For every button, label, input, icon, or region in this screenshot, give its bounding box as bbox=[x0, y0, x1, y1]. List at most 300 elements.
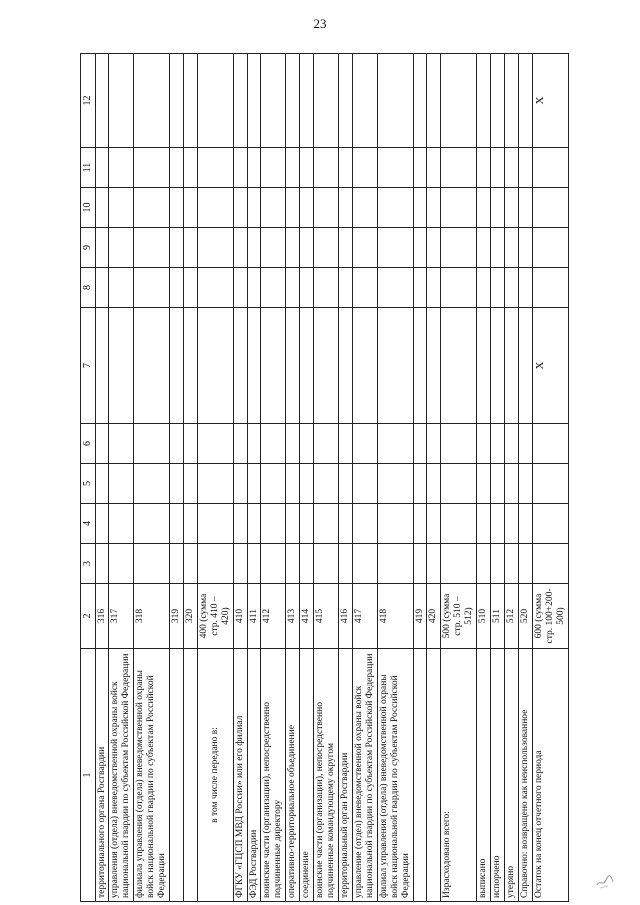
empty-cell bbox=[134, 228, 170, 268]
empty-cell bbox=[300, 544, 314, 584]
empty-cell bbox=[477, 464, 491, 504]
row-code: 319 bbox=[170, 584, 184, 649]
cell-col12: X bbox=[532, 54, 568, 148]
empty-cell bbox=[197, 268, 233, 308]
empty-cell bbox=[518, 504, 532, 544]
empty-cell bbox=[518, 148, 532, 188]
empty-cell bbox=[427, 268, 441, 308]
row-label: ФЭД Росгвардии bbox=[247, 649, 261, 902]
empty-cell bbox=[505, 544, 519, 584]
empty-cell bbox=[134, 464, 170, 504]
empty-cell bbox=[95, 268, 109, 308]
empty-cell bbox=[491, 188, 505, 228]
cell-col7 bbox=[377, 308, 413, 424]
table-row bbox=[477, 54, 491, 902]
empty-cell bbox=[134, 544, 170, 584]
empty-cell bbox=[377, 424, 413, 464]
row-label: территориального органа Росгвардии bbox=[95, 649, 109, 902]
empty-cell bbox=[532, 544, 568, 584]
empty-cell bbox=[300, 188, 314, 228]
empty-cell bbox=[413, 228, 427, 268]
empty-cell bbox=[247, 148, 261, 188]
empty-cell bbox=[339, 228, 353, 268]
empty-cell bbox=[247, 544, 261, 584]
empty-cell bbox=[286, 464, 300, 504]
empty-cell bbox=[339, 504, 353, 544]
empty-cell bbox=[95, 188, 109, 228]
cell-col7 bbox=[183, 308, 197, 424]
cell-col12 bbox=[413, 54, 427, 148]
empty-cell bbox=[413, 424, 427, 464]
empty-cell bbox=[491, 268, 505, 308]
table-row bbox=[518, 54, 532, 902]
empty-cell bbox=[197, 464, 233, 504]
empty-cell bbox=[109, 504, 134, 544]
empty-cell bbox=[505, 464, 519, 504]
empty-cell bbox=[197, 148, 233, 188]
empty-cell bbox=[109, 148, 134, 188]
empty-cell bbox=[183, 424, 197, 464]
empty-cell bbox=[427, 424, 441, 464]
empty-cell bbox=[247, 268, 261, 308]
cell-col7 bbox=[477, 308, 491, 424]
cell-col12 bbox=[427, 54, 441, 148]
column-header-12: 12 bbox=[81, 54, 96, 148]
empty-cell bbox=[261, 268, 286, 308]
row-code: 416 bbox=[339, 584, 353, 649]
empty-cell bbox=[413, 464, 427, 504]
cell-col7 bbox=[286, 308, 300, 424]
empty-cell bbox=[518, 464, 532, 504]
table-row bbox=[247, 54, 261, 902]
table-row bbox=[491, 54, 505, 902]
empty-cell bbox=[109, 188, 134, 228]
empty-cell bbox=[197, 544, 233, 584]
column-header-11: 11 bbox=[81, 148, 96, 188]
empty-cell bbox=[339, 544, 353, 584]
cell-col12 bbox=[247, 54, 261, 148]
row-code: 415 bbox=[314, 584, 339, 649]
row-code: 410 bbox=[233, 584, 247, 649]
empty-cell bbox=[491, 464, 505, 504]
cell-col12 bbox=[352, 54, 377, 148]
empty-cell bbox=[183, 464, 197, 504]
row-label: оперативно-территориальное объединение bbox=[286, 649, 300, 902]
empty-cell bbox=[170, 188, 184, 228]
empty-cell bbox=[261, 464, 286, 504]
empty-cell bbox=[441, 188, 477, 228]
empty-cell bbox=[233, 228, 247, 268]
empty-cell bbox=[377, 228, 413, 268]
empty-cell bbox=[427, 544, 441, 584]
column-header-6: 6 bbox=[81, 424, 96, 464]
empty-cell bbox=[183, 148, 197, 188]
row-code: 412 bbox=[261, 584, 286, 649]
row-code: 500 (сумма стр. 510 – 512) bbox=[441, 584, 477, 649]
row-label: территориальный орган Росгвардии bbox=[339, 649, 353, 902]
empty-cell bbox=[261, 228, 286, 268]
empty-cell bbox=[314, 228, 339, 268]
empty-cell bbox=[491, 544, 505, 584]
empty-cell bbox=[261, 188, 286, 228]
row-code: 320 bbox=[183, 584, 197, 649]
cell-col12 bbox=[183, 54, 197, 148]
row-label: Израсходовано всего: bbox=[441, 649, 477, 902]
cell-col12 bbox=[261, 54, 286, 148]
empty-cell bbox=[427, 464, 441, 504]
empty-cell bbox=[314, 188, 339, 228]
empty-cell bbox=[95, 544, 109, 584]
empty-cell bbox=[95, 148, 109, 188]
table-row bbox=[261, 54, 286, 902]
empty-cell bbox=[352, 544, 377, 584]
cell-col7: X bbox=[532, 308, 568, 424]
empty-cell bbox=[183, 544, 197, 584]
cell-col12 bbox=[286, 54, 300, 148]
cell-col7 bbox=[95, 308, 109, 424]
empty-cell bbox=[233, 464, 247, 504]
empty-cell bbox=[505, 424, 519, 464]
row-label bbox=[183, 649, 197, 902]
empty-cell bbox=[286, 544, 300, 584]
empty-cell bbox=[339, 268, 353, 308]
empty-cell bbox=[233, 188, 247, 228]
row-label: ФГКУ «ГЦСП МВД России» или его филиал bbox=[233, 649, 247, 902]
column-header-2: 2 bbox=[81, 584, 96, 649]
row-code: 418 bbox=[377, 584, 413, 649]
column-header-8: 8 bbox=[81, 268, 96, 308]
cell-col7 bbox=[314, 308, 339, 424]
cell-col7 bbox=[413, 308, 427, 424]
empty-cell bbox=[109, 268, 134, 308]
empty-cell bbox=[233, 504, 247, 544]
empty-cell bbox=[518, 544, 532, 584]
cell-col12 bbox=[233, 54, 247, 148]
cell-col7 bbox=[134, 308, 170, 424]
empty-cell bbox=[441, 228, 477, 268]
empty-cell bbox=[413, 188, 427, 228]
empty-cell bbox=[518, 268, 532, 308]
empty-cell bbox=[352, 504, 377, 544]
table-row bbox=[286, 54, 300, 902]
row-label: управления (отдела) вневедомственной охраны войск национальной гвардии по субъектам Российской Федерации bbox=[109, 649, 134, 902]
empty-cell bbox=[532, 228, 568, 268]
empty-cell bbox=[477, 424, 491, 464]
empty-cell bbox=[477, 228, 491, 268]
empty-cell bbox=[427, 148, 441, 188]
table-row bbox=[233, 54, 247, 902]
row-code: 520 bbox=[518, 584, 532, 649]
column-header-7: 7 bbox=[81, 308, 96, 424]
empty-cell bbox=[352, 188, 377, 228]
empty-cell bbox=[352, 228, 377, 268]
table-row bbox=[109, 54, 134, 902]
row-code: 411 bbox=[247, 584, 261, 649]
empty-cell bbox=[377, 188, 413, 228]
empty-cell bbox=[134, 188, 170, 228]
empty-cell bbox=[413, 268, 427, 308]
empty-cell bbox=[95, 228, 109, 268]
table-row bbox=[532, 54, 568, 902]
empty-cell bbox=[170, 504, 184, 544]
empty-cell bbox=[413, 544, 427, 584]
empty-cell bbox=[170, 228, 184, 268]
empty-cell bbox=[95, 424, 109, 464]
empty-cell bbox=[532, 188, 568, 228]
empty-cell bbox=[491, 228, 505, 268]
empty-cell bbox=[286, 504, 300, 544]
row-label: воинские части (организации), непосредственно подчиненные директору bbox=[261, 649, 286, 902]
empty-cell bbox=[247, 188, 261, 228]
empty-cell bbox=[286, 268, 300, 308]
cell-col12 bbox=[491, 54, 505, 148]
row-label: Остаток на конец отчетного периода bbox=[532, 649, 568, 902]
empty-cell bbox=[197, 188, 233, 228]
empty-cell bbox=[300, 464, 314, 504]
empty-cell bbox=[109, 464, 134, 504]
table-row bbox=[352, 54, 377, 902]
empty-cell bbox=[377, 464, 413, 504]
empty-cell bbox=[183, 504, 197, 544]
empty-cell bbox=[532, 424, 568, 464]
ledger-table bbox=[80, 53, 569, 902]
empty-cell bbox=[352, 268, 377, 308]
empty-cell bbox=[352, 464, 377, 504]
empty-cell bbox=[491, 424, 505, 464]
empty-cell bbox=[300, 268, 314, 308]
empty-cell bbox=[109, 544, 134, 584]
cell-col7 bbox=[170, 308, 184, 424]
empty-cell bbox=[261, 504, 286, 544]
empty-cell bbox=[197, 424, 233, 464]
empty-cell bbox=[233, 268, 247, 308]
cell-col7 bbox=[109, 308, 134, 424]
empty-cell bbox=[339, 464, 353, 504]
cell-col12 bbox=[109, 54, 134, 148]
row-label: филиала управления (отдела) вневедомственной охраны войск национальной гвардии по субъектам Российской Федерации bbox=[134, 649, 170, 902]
empty-cell bbox=[314, 464, 339, 504]
empty-cell bbox=[352, 148, 377, 188]
empty-cell bbox=[491, 148, 505, 188]
empty-cell bbox=[505, 228, 519, 268]
empty-cell bbox=[314, 424, 339, 464]
cell-col12 bbox=[314, 54, 339, 148]
empty-cell bbox=[109, 228, 134, 268]
cell-col7 bbox=[441, 308, 477, 424]
row-code: 414 bbox=[300, 584, 314, 649]
empty-cell bbox=[377, 148, 413, 188]
empty-cell bbox=[441, 148, 477, 188]
empty-cell bbox=[170, 544, 184, 584]
empty-cell bbox=[477, 148, 491, 188]
empty-cell bbox=[134, 424, 170, 464]
empty-cell bbox=[518, 424, 532, 464]
empty-cell bbox=[532, 268, 568, 308]
table-row bbox=[441, 54, 477, 902]
empty-cell bbox=[247, 464, 261, 504]
empty-cell bbox=[441, 544, 477, 584]
empty-cell bbox=[197, 504, 233, 544]
empty-cell bbox=[339, 188, 353, 228]
empty-cell bbox=[247, 424, 261, 464]
cell-col7 bbox=[247, 308, 261, 424]
row-code: 510 bbox=[477, 584, 491, 649]
column-header-3: 3 bbox=[81, 544, 96, 584]
empty-cell bbox=[427, 504, 441, 544]
empty-cell bbox=[286, 424, 300, 464]
column-header-4: 4 bbox=[81, 504, 96, 544]
row-label: соединение bbox=[300, 649, 314, 902]
empty-cell bbox=[441, 464, 477, 504]
ledger-body bbox=[95, 54, 568, 902]
row-code: 512 bbox=[505, 584, 519, 649]
empty-cell bbox=[441, 504, 477, 544]
row-code: 318 bbox=[134, 584, 170, 649]
column-header-1: 1 bbox=[81, 649, 96, 902]
empty-cell bbox=[247, 228, 261, 268]
cell-col12 bbox=[441, 54, 477, 148]
empty-cell bbox=[170, 268, 184, 308]
column-header-10: 10 bbox=[81, 188, 96, 228]
column-header-5: 5 bbox=[81, 464, 96, 504]
row-label bbox=[413, 649, 427, 902]
header-row bbox=[81, 54, 96, 902]
table-row bbox=[170, 54, 184, 902]
empty-cell bbox=[95, 504, 109, 544]
empty-cell bbox=[377, 504, 413, 544]
empty-cell bbox=[377, 544, 413, 584]
cell-col7 bbox=[261, 308, 286, 424]
column-header-9: 9 bbox=[81, 228, 96, 268]
empty-cell bbox=[532, 464, 568, 504]
empty-cell bbox=[441, 268, 477, 308]
empty-cell bbox=[233, 424, 247, 464]
empty-cell bbox=[339, 148, 353, 188]
empty-cell bbox=[286, 148, 300, 188]
empty-cell bbox=[352, 424, 377, 464]
cell-col7 bbox=[491, 308, 505, 424]
row-code: 600 (сумма стр. 100+200-500) bbox=[532, 584, 568, 649]
empty-cell bbox=[183, 268, 197, 308]
empty-cell bbox=[300, 424, 314, 464]
cell-col7 bbox=[339, 308, 353, 424]
empty-cell bbox=[314, 544, 339, 584]
cell-col7 bbox=[518, 308, 532, 424]
empty-cell bbox=[477, 268, 491, 308]
row-label: филиал управления (отдела) вневедомственной охраны войск национальной гвардии по субъектам Российской Федерации bbox=[377, 649, 413, 902]
table-row bbox=[300, 54, 314, 902]
table-row bbox=[339, 54, 353, 902]
empty-cell bbox=[170, 464, 184, 504]
empty-cell bbox=[477, 544, 491, 584]
table-row bbox=[377, 54, 413, 902]
empty-cell bbox=[532, 504, 568, 544]
empty-cell bbox=[532, 148, 568, 188]
empty-cell bbox=[518, 188, 532, 228]
row-code: 316 bbox=[95, 584, 109, 649]
page-number: 23 bbox=[313, 16, 327, 31]
cell-col7 bbox=[427, 308, 441, 424]
cell-col12 bbox=[518, 54, 532, 148]
empty-cell bbox=[300, 228, 314, 268]
empty-cell bbox=[477, 188, 491, 228]
empty-cell bbox=[197, 228, 233, 268]
empty-cell bbox=[286, 228, 300, 268]
row-code: 417 bbox=[352, 584, 377, 649]
scribble-mark-icon bbox=[594, 869, 616, 891]
empty-cell bbox=[427, 188, 441, 228]
empty-cell bbox=[300, 148, 314, 188]
row-label: выписано bbox=[477, 649, 491, 902]
row-code: 400 (сумма стр. 410 – 420) bbox=[197, 584, 233, 649]
row-code: 419 bbox=[413, 584, 427, 649]
empty-cell bbox=[505, 188, 519, 228]
empty-cell bbox=[427, 228, 441, 268]
empty-cell bbox=[286, 188, 300, 228]
empty-cell bbox=[233, 148, 247, 188]
cell-col12 bbox=[377, 54, 413, 148]
row-code: 511 bbox=[491, 584, 505, 649]
rotated-table-container bbox=[80, 54, 567, 902]
empty-cell bbox=[314, 504, 339, 544]
empty-cell bbox=[247, 504, 261, 544]
empty-cell bbox=[505, 268, 519, 308]
empty-cell bbox=[413, 148, 427, 188]
empty-cell bbox=[170, 148, 184, 188]
cell-col7 bbox=[505, 308, 519, 424]
cell-col12 bbox=[477, 54, 491, 148]
empty-cell bbox=[339, 424, 353, 464]
table-row bbox=[197, 54, 233, 902]
cell-col12 bbox=[339, 54, 353, 148]
empty-cell bbox=[300, 504, 314, 544]
empty-cell bbox=[95, 464, 109, 504]
empty-cell bbox=[261, 424, 286, 464]
empty-cell bbox=[134, 268, 170, 308]
empty-cell bbox=[377, 268, 413, 308]
table-row bbox=[505, 54, 519, 902]
cell-col7 bbox=[300, 308, 314, 424]
row-code: 413 bbox=[286, 584, 300, 649]
table-row bbox=[134, 54, 170, 902]
cell-col7 bbox=[233, 308, 247, 424]
empty-cell bbox=[170, 424, 184, 464]
empty-cell bbox=[183, 228, 197, 268]
row-label: в том числе передано в: bbox=[197, 649, 233, 902]
empty-cell bbox=[505, 148, 519, 188]
empty-cell bbox=[491, 504, 505, 544]
row-code: 317 bbox=[109, 584, 134, 649]
row-code: 420 bbox=[427, 584, 441, 649]
empty-cell bbox=[134, 148, 170, 188]
cell-col12 bbox=[197, 54, 233, 148]
empty-cell bbox=[109, 424, 134, 464]
table-row bbox=[427, 54, 441, 902]
row-label: воинские части (организации), непосредственно подчиненные командующему округом bbox=[314, 649, 339, 902]
empty-cell bbox=[261, 544, 286, 584]
empty-cell bbox=[261, 148, 286, 188]
empty-cell bbox=[134, 504, 170, 544]
empty-cell bbox=[314, 148, 339, 188]
row-label: Справочно: возвращено как неиспользованное bbox=[518, 649, 532, 902]
empty-cell bbox=[314, 268, 339, 308]
empty-cell bbox=[505, 504, 519, 544]
cell-col12 bbox=[505, 54, 519, 148]
cell-col7 bbox=[352, 308, 377, 424]
cell-col12 bbox=[134, 54, 170, 148]
cell-col12 bbox=[95, 54, 109, 148]
empty-cell bbox=[441, 424, 477, 464]
